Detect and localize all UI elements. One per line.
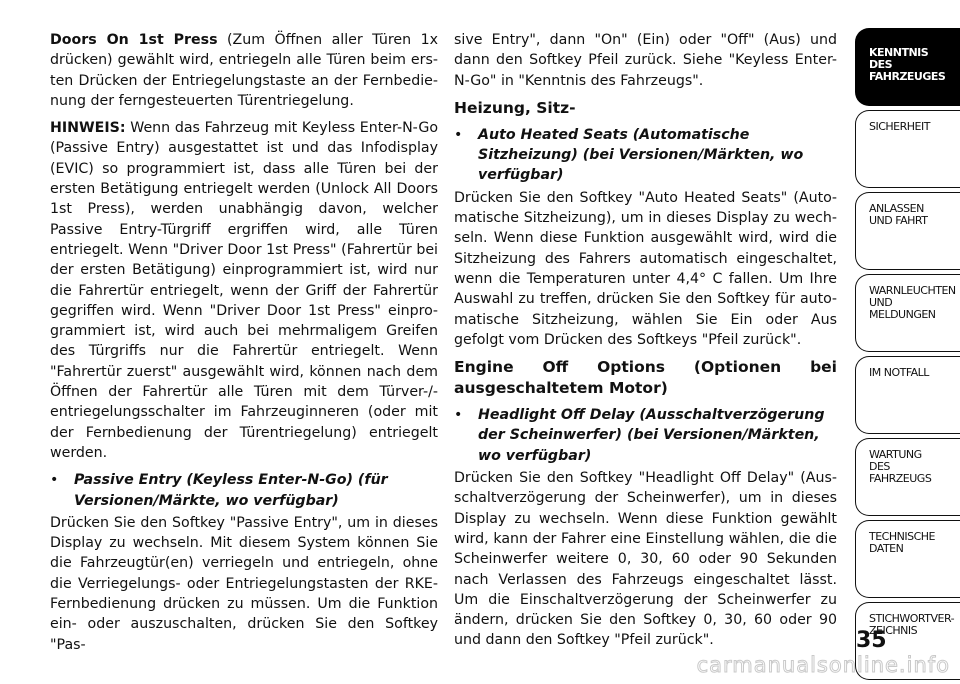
bullet-auto-heated-seats	[454, 125, 837, 186]
tab-technische-daten[interactable]: TECHNISCHE DATEN	[855, 520, 960, 598]
note-paragraph	[50, 118, 438, 463]
tab-sicherheit[interactable]: SICHERHEIT	[855, 110, 960, 188]
term-doors-first-press: Doors On 1st Press	[50, 32, 218, 48]
paragraph-auto-heated-seats: Drücken Sie den Softkey "Auto Heated Seats" (Automatische Sitzheizung), um in dieses Display zu wechseln. Wenn diese Funktion ausgewählt wird, wird die Sitzheizung des Fahrers automatisch eingeschaltet, wenn die Temperaturen unter 4,4° C fallen. Um Ihre Auswahl zu treffen, drücken Sie den Softkey für automatische Sitzheizung, wählen Sie Ein oder Aus gefolgt vom Drücken des Softkeys "Pfeil zurück".	[454, 189, 837, 348]
paragraph-headlight-off-delay: Drücken Sie den Softkey "Headlight Off Delay" (Ausschaltverzögerung der Scheinwerfer), um in dieses Display zu wechseln. Wenn diese Funktion gewählt wird, kann der Fahrer eine Einstellung wählen, die die Scheinwerfer weitere 0, 30, 60 oder 90 Sekunden nach Verlassen des Fahrzeugs eingeschaltet lässt. Um die Einschaltverzögerung der Scheinwerfer zu ändern, drücken Sie den Softkey 0, 30, 60 oder 90 und dann den Softkey "Pfeil zurück".	[454, 470, 837, 649]
tab-wartung-des-fahrzeugs[interactable]: WARTUNG DES FAHRZEUGS	[855, 438, 960, 516]
chapter-tabs	[855, 28, 960, 684]
bullet-headlight-off-delay	[454, 405, 837, 466]
page-number: 35	[856, 628, 887, 653]
paragraph-text: (Zum Öffnen aller Türen 1x drücken) gewählt wird, entriegeln alle Türen beim ersten Drücken der Entriegelungstaste an der Fernbedienung der ferngesteuerten Türentriegelung.	[50, 32, 438, 109]
bullet-text: Passive Entry (Keyless Enter-N-Go) (für Versionen/Märkte, wo verfügbar)	[74, 472, 388, 509]
tab-im-notfall[interactable]: IM NOTFALL	[855, 356, 960, 434]
left-column	[50, 30, 438, 662]
right-column	[454, 30, 837, 658]
tab-anlassen-und-fahrt[interactable]: ANLASSEN UND FAHRT	[855, 192, 960, 270]
paragraph-continued: sive Entry", dann "On" (Ein) oder "Off" (Aus) und dann den Softkey Pfeil zurück. Siehe "Keyless Enter-N-Go" in "Kenntnis des Fahrzeugs".	[454, 32, 837, 89]
bullet-text: Auto Heated Seats (Automatische Sitzheizung) (bei Versionen/Märkten, wo verfügbar)	[478, 126, 804, 184]
note-label: HINWEIS:	[50, 120, 126, 137]
tab-warnleuchten-und-meldungen[interactable]: WARNLEUCHTEN UND MELDUNGEN	[855, 274, 960, 352]
tab-stichwortverzeichnis[interactable]: STICHWORTVER- ZEICHNIS	[855, 602, 960, 680]
bullet-icon: •	[50, 472, 59, 489]
tab-kenntnis-des-fahrzeuges[interactable]: KENNTNIS DES FAHRZEUGES	[855, 28, 960, 106]
note-text: Wenn das Fahrzeug mit Keyless Enter-N-Go (Passive Entry) ausgestattet ist und das Infodisplay (EVIC) so programmiert ist, dass alle Türen bei der ersten Betätigung entriegelt werden (Unlock All Doors 1st Press), werden unabhängig davon, welcher Passive Entry-Türgriff ergriffen wird, alle Türen entriegelt. Wenn "Driver Door 1st Press" (Fahrertür bei der ersten Betätigung) einprogrammiert ist, wird nur die Fahrertür entriegelt, wenn der Griff der Fahrertür gegriffen wird. Wenn "Driver Door 1st Press" einprogrammiert ist, wird auch bei mehrmaligem Greifen des Türgriffs nur die Fahrertür entriegelt. Wenn "Fahrertür zuerst" ausgewählt wird, können nach dem Öffnen der Fahrertür alle Türen mit dem Türver-/-entriegelungsschalter im Fahrzeuginneren (oder mit der Fernbedienung der Türentriegelung) entriegelt werden.	[50, 120, 438, 461]
heading-heated-seats: Heizung, Sitz-	[454, 98, 576, 117]
heading-engine-off-options: Engine Off Options (Optionen bei ausgeschaltetem Motor)	[454, 358, 837, 398]
bullet-text: Headlight Off Delay (Ausschaltverzögerung der Scheinwerfer) (bei Versionen/Märkten, wo verfügbar)	[478, 407, 825, 464]
bullet-icon: •	[454, 126, 463, 143]
bullet-icon: •	[454, 407, 463, 424]
paragraph-doors-first-press	[50, 30, 438, 111]
watermark: carmanualsonline.info	[696, 653, 950, 677]
paragraph-passive-entry: Drücken Sie den Softkey "Passive Entry", um in dieses Display zu wechseln. Mit diesem System können Sie die Fahrzeugtür(en) verriegeln und entriegeln, ohne die Verriegelungs- oder Entriegelungstasten der RKE-Fernbedienung drücken zu müssen. Um die Funktion ein- oder auszuschalten, drücken Sie den Softkey "Pas-	[50, 514, 438, 653]
bullet-passive-entry	[50, 470, 438, 511]
